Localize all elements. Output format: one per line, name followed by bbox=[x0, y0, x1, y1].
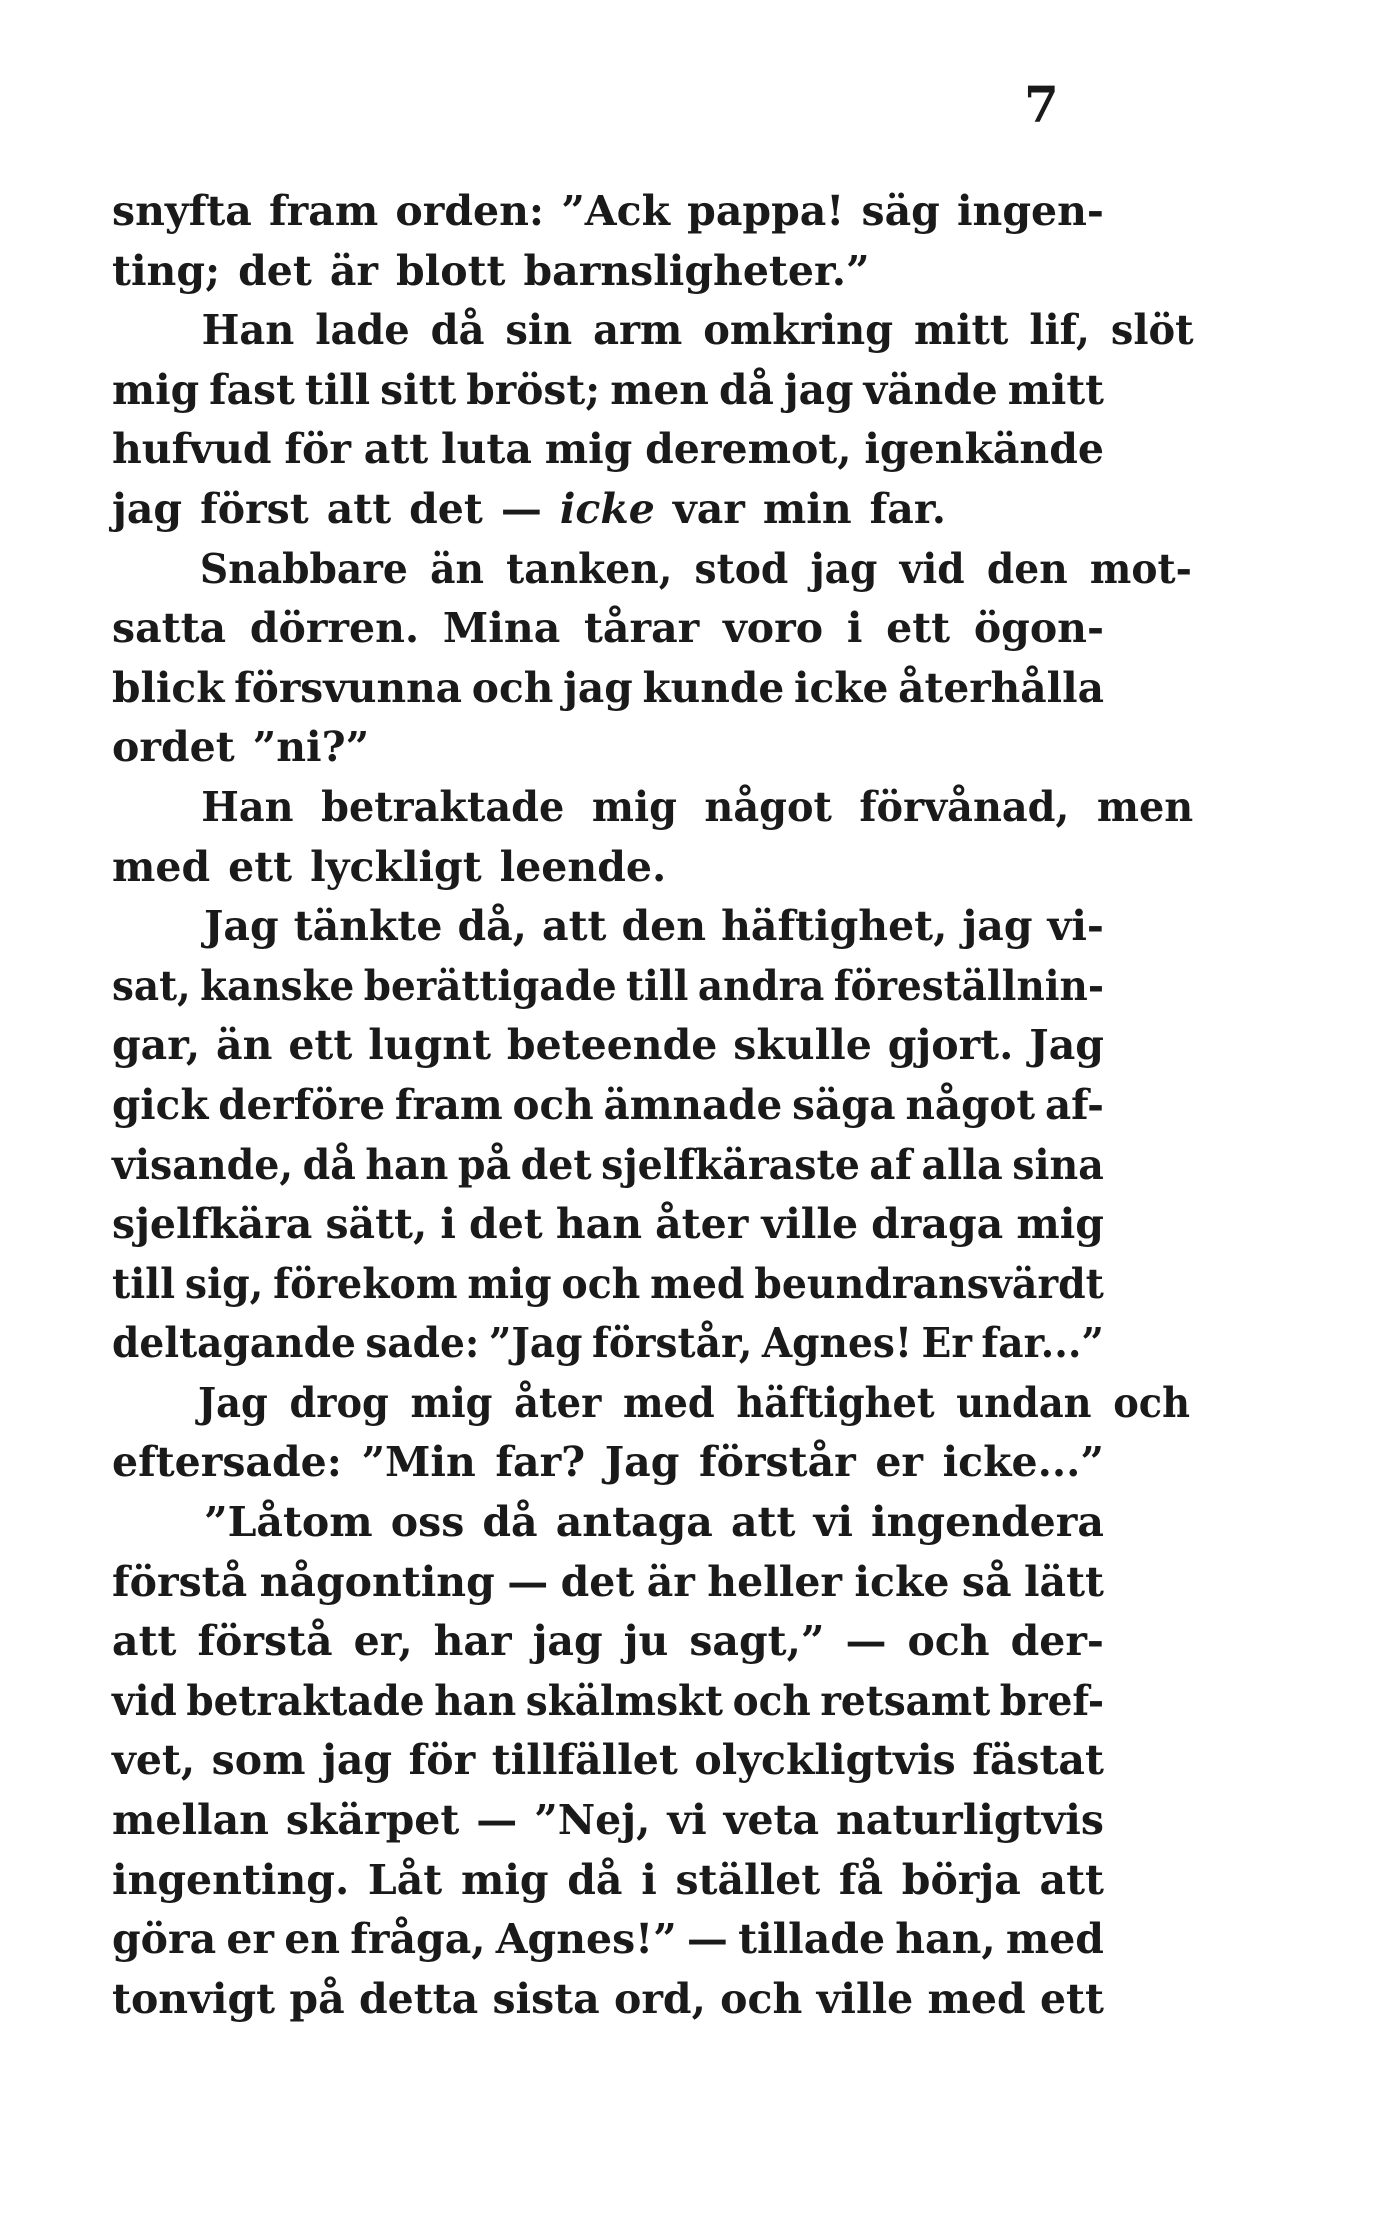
word: det bbox=[238, 246, 312, 295]
word: sätt, bbox=[325, 1200, 428, 1249]
text-line bbox=[112, 1016, 1104, 1076]
word: mig bbox=[544, 425, 633, 474]
word: Han bbox=[201, 306, 295, 355]
word: vi bbox=[813, 1498, 853, 1547]
word: att bbox=[112, 1617, 177, 1666]
word: en bbox=[284, 1915, 341, 1964]
word: tanken, bbox=[506, 544, 673, 593]
word: än bbox=[216, 1021, 273, 1070]
text-line bbox=[112, 1731, 1104, 1791]
word: sig, bbox=[184, 1259, 264, 1308]
word: luta bbox=[441, 425, 532, 474]
word: snyfta bbox=[112, 187, 252, 235]
text-line bbox=[112, 1314, 1104, 1374]
text-line bbox=[112, 1553, 1104, 1613]
word: antaga bbox=[555, 1498, 713, 1547]
word: icke bbox=[854, 1557, 950, 1606]
text-line bbox=[112, 1136, 1104, 1196]
word: då bbox=[482, 1498, 538, 1547]
word: häftighet bbox=[736, 1378, 935, 1427]
word: för bbox=[284, 425, 351, 474]
word: dörren. bbox=[249, 604, 420, 653]
text-line bbox=[112, 1970, 1104, 2030]
word: jag bbox=[532, 1617, 603, 1666]
word: till bbox=[112, 1259, 176, 1308]
word: sjelfkära bbox=[112, 1200, 313, 1249]
word: kunde bbox=[642, 663, 785, 712]
word: ett bbox=[886, 604, 951, 653]
word: ingenting. bbox=[112, 1855, 350, 1904]
page-number: 7 bbox=[1024, 75, 1059, 134]
word: han bbox=[365, 1140, 449, 1189]
word: icke bbox=[559, 484, 655, 533]
word: Jag bbox=[604, 1438, 680, 1487]
word: för bbox=[408, 1736, 476, 1785]
word: men bbox=[1096, 782, 1194, 831]
word: far. bbox=[869, 484, 946, 533]
word: vi bbox=[667, 1796, 707, 1845]
word: jag bbox=[810, 544, 878, 593]
word: och bbox=[561, 1259, 641, 1308]
word: drog bbox=[289, 1378, 389, 1427]
word: jag bbox=[112, 484, 183, 533]
word: med bbox=[1005, 1915, 1104, 1964]
word: skulle bbox=[733, 1021, 872, 1070]
word: då bbox=[302, 1140, 356, 1189]
word: förstår bbox=[698, 1438, 856, 1487]
word: tillade bbox=[738, 1915, 886, 1964]
word: — bbox=[476, 1796, 518, 1845]
word: häftighet, bbox=[721, 902, 948, 951]
word: omkring bbox=[703, 306, 894, 355]
word: då bbox=[718, 365, 774, 414]
word: betraktade bbox=[186, 1676, 425, 1725]
text-line bbox=[112, 1255, 1104, 1315]
word: af bbox=[869, 1140, 913, 1189]
word: mig bbox=[410, 1378, 493, 1427]
word: leende. bbox=[499, 842, 667, 891]
text-line bbox=[112, 1910, 1104, 1970]
word: och bbox=[471, 663, 554, 712]
word: förekom bbox=[273, 1259, 458, 1308]
word: mitt bbox=[1007, 365, 1104, 414]
word: och bbox=[732, 1676, 811, 1725]
word: mig bbox=[1016, 1200, 1104, 1249]
word: det bbox=[409, 484, 483, 533]
word: ”Jag bbox=[488, 1319, 583, 1368]
word: draga bbox=[871, 1200, 1004, 1249]
word: tänkte bbox=[293, 902, 443, 951]
word: förstå bbox=[112, 1557, 248, 1606]
word: fram bbox=[394, 1080, 503, 1129]
word: i bbox=[440, 1200, 456, 1249]
body-text bbox=[112, 182, 1194, 2029]
word: min bbox=[762, 484, 852, 533]
text-line bbox=[112, 1433, 1104, 1493]
word: er bbox=[875, 1438, 923, 1487]
word: han, bbox=[895, 1915, 996, 1964]
word: ögon- bbox=[973, 604, 1104, 653]
word: detta bbox=[358, 1974, 479, 2023]
word: något bbox=[905, 1080, 1036, 1129]
word: ”ni?” bbox=[252, 723, 370, 772]
word: med bbox=[927, 1974, 1026, 2023]
word: jag bbox=[563, 663, 633, 712]
word: fråga, bbox=[350, 1915, 486, 1964]
word: sin bbox=[505, 306, 573, 355]
word: visande, bbox=[112, 1140, 294, 1189]
word: vid bbox=[899, 544, 965, 593]
word: Agnes!” bbox=[495, 1915, 677, 1964]
word: mig bbox=[467, 1259, 552, 1308]
word: att bbox=[1039, 1855, 1104, 1904]
word: fästat bbox=[972, 1736, 1104, 1785]
word: er bbox=[226, 1915, 275, 1964]
word: ingendera bbox=[871, 1498, 1104, 1547]
word: hufvud bbox=[112, 425, 272, 474]
word: heller bbox=[707, 1557, 843, 1606]
text-line bbox=[112, 838, 1104, 898]
word: göra bbox=[112, 1915, 217, 1964]
word: i bbox=[846, 604, 863, 653]
word: mellan bbox=[112, 1796, 269, 1845]
word: ett bbox=[228, 842, 293, 891]
word: i bbox=[641, 1855, 657, 1904]
word: Agnes! bbox=[761, 1319, 913, 1368]
word: mot- bbox=[1089, 544, 1192, 593]
word: far? bbox=[495, 1438, 586, 1487]
word: ordet bbox=[112, 723, 235, 772]
word: vi- bbox=[1047, 902, 1104, 951]
word: ett bbox=[288, 1021, 353, 1070]
word: sina bbox=[1012, 1140, 1104, 1189]
word: retsamt bbox=[820, 1676, 991, 1725]
word: er, bbox=[353, 1617, 413, 1666]
word: vet, bbox=[112, 1736, 196, 1785]
word: Han bbox=[201, 782, 294, 831]
word: förvånad, bbox=[859, 782, 1070, 831]
word: då, bbox=[457, 902, 527, 951]
word: är bbox=[646, 1557, 695, 1606]
word: bröst; bbox=[466, 365, 601, 414]
word: det bbox=[560, 1557, 635, 1606]
text-line bbox=[112, 897, 1104, 957]
word: åter bbox=[514, 1378, 602, 1427]
word: mig bbox=[591, 782, 677, 831]
word: lyckligt bbox=[310, 842, 482, 891]
word: att bbox=[326, 484, 392, 533]
word: och bbox=[1113, 1378, 1191, 1427]
word: ett bbox=[1039, 1974, 1104, 2023]
word: mig bbox=[112, 365, 200, 414]
word: den bbox=[621, 902, 707, 951]
word: lugnt bbox=[368, 1021, 492, 1070]
word: sjelfkäraste bbox=[601, 1140, 860, 1189]
word: först bbox=[200, 484, 309, 533]
word: undan bbox=[956, 1378, 1092, 1427]
text-line bbox=[112, 1851, 1104, 1911]
word: förstår, bbox=[592, 1319, 753, 1368]
word: pappa! bbox=[687, 187, 845, 235]
text-line bbox=[112, 1076, 1104, 1136]
word: som bbox=[211, 1736, 306, 1785]
word: och bbox=[512, 1080, 594, 1129]
word: har bbox=[433, 1617, 512, 1666]
word: ville bbox=[816, 1974, 914, 2023]
text-line bbox=[112, 540, 1192, 600]
text-line bbox=[112, 1612, 1104, 1672]
word: mitt bbox=[914, 306, 1009, 355]
text-line bbox=[112, 778, 1193, 838]
word: kanske bbox=[200, 961, 355, 1010]
word: han bbox=[555, 1200, 643, 1249]
word: på bbox=[457, 1140, 512, 1189]
word: men bbox=[610, 365, 709, 414]
word: lätt bbox=[1023, 1557, 1104, 1606]
text-line bbox=[112, 1195, 1104, 1255]
word: då bbox=[430, 306, 485, 355]
word: ”Ack bbox=[561, 187, 670, 235]
word: vände bbox=[863, 365, 998, 414]
word: ju bbox=[623, 1617, 669, 1666]
word: gick bbox=[112, 1080, 209, 1129]
word: berättigade bbox=[363, 961, 617, 1010]
text-line bbox=[112, 1672, 1104, 1732]
word: af- bbox=[1044, 1080, 1104, 1129]
word: deltagande bbox=[112, 1319, 356, 1368]
word: föreställnin- bbox=[833, 961, 1104, 1010]
word: oss bbox=[390, 1498, 465, 1547]
word: Snabbare bbox=[199, 544, 408, 593]
word: tillfället bbox=[491, 1736, 678, 1785]
word: far...” bbox=[981, 1319, 1104, 1368]
word: han bbox=[434, 1676, 517, 1725]
word: bref- bbox=[999, 1676, 1104, 1725]
text-line bbox=[112, 361, 1104, 421]
word: ting; bbox=[112, 246, 221, 295]
word: få bbox=[838, 1855, 884, 1904]
word: orden: bbox=[395, 187, 545, 235]
word: gjort. bbox=[887, 1021, 1014, 1070]
text-line bbox=[112, 1374, 1190, 1434]
word: den bbox=[986, 544, 1068, 593]
word: sitt bbox=[380, 365, 457, 414]
word: med bbox=[650, 1259, 745, 1308]
word: slöt bbox=[1110, 306, 1194, 355]
word: än bbox=[430, 544, 484, 593]
word: igenkände bbox=[864, 425, 1104, 474]
word: Jag bbox=[1029, 1021, 1104, 1070]
word: gar, bbox=[112, 1021, 201, 1070]
word: så bbox=[961, 1557, 1012, 1606]
word: fram bbox=[269, 187, 379, 235]
word: sista bbox=[492, 1974, 600, 2023]
word: voro bbox=[722, 604, 824, 653]
word: arm bbox=[593, 306, 683, 355]
word: ord, bbox=[613, 1974, 706, 2023]
word: till bbox=[304, 365, 371, 414]
word: stället bbox=[675, 1855, 821, 1904]
word: stod bbox=[694, 544, 789, 593]
word: och bbox=[907, 1617, 990, 1666]
text-line bbox=[112, 480, 1104, 540]
word: alla bbox=[921, 1140, 1003, 1189]
word: sagt,” bbox=[689, 1617, 825, 1666]
word: med bbox=[622, 1378, 715, 1427]
text-line bbox=[112, 718, 1104, 778]
word: lade bbox=[315, 306, 410, 355]
word: börja bbox=[901, 1855, 1021, 1904]
word: barnsligheter.” bbox=[523, 246, 870, 295]
word: då bbox=[567, 1855, 623, 1904]
word: Låt bbox=[367, 1855, 443, 1904]
word: ”Låtom bbox=[204, 1498, 373, 1547]
word: Jag bbox=[204, 902, 279, 951]
word: skärpet bbox=[285, 1796, 460, 1845]
word: till bbox=[626, 961, 689, 1010]
word: var bbox=[672, 484, 745, 533]
text-line bbox=[112, 1493, 1104, 1553]
word: sat, bbox=[112, 961, 191, 1010]
word: och bbox=[720, 1974, 803, 2023]
text-line bbox=[112, 182, 1104, 242]
word: jag bbox=[962, 902, 1033, 951]
word: olyckligtvis bbox=[694, 1736, 956, 1785]
word: på bbox=[289, 1974, 345, 2023]
word: något bbox=[704, 782, 832, 831]
word: säg bbox=[861, 187, 940, 235]
word: vid bbox=[112, 1676, 177, 1725]
word: naturligtvis bbox=[835, 1796, 1104, 1845]
word: återhålla bbox=[898, 663, 1104, 712]
word: sade: bbox=[365, 1319, 480, 1368]
word: försvunna bbox=[234, 663, 463, 712]
word: Er bbox=[921, 1319, 972, 1368]
word: med bbox=[112, 842, 211, 891]
word: att bbox=[363, 425, 429, 474]
text-line bbox=[112, 242, 1104, 302]
word: Mina bbox=[442, 604, 561, 653]
word: beundransvärdt bbox=[754, 1259, 1104, 1308]
text-line bbox=[112, 659, 1104, 719]
text-line bbox=[112, 1791, 1104, 1851]
word: ämnade bbox=[603, 1080, 783, 1129]
word: derföre bbox=[218, 1080, 386, 1129]
word: ”Min bbox=[361, 1438, 476, 1487]
text-line bbox=[112, 301, 1194, 361]
word: andra bbox=[697, 961, 825, 1010]
word: blott bbox=[396, 246, 506, 295]
word: — bbox=[845, 1617, 887, 1666]
word: mig bbox=[460, 1855, 549, 1904]
word: ”Nej, bbox=[534, 1796, 651, 1845]
word: der- bbox=[1010, 1617, 1104, 1666]
word: deremot, bbox=[645, 425, 852, 474]
word: — bbox=[507, 1557, 549, 1606]
word: jag bbox=[783, 365, 854, 414]
word: blick bbox=[112, 663, 225, 712]
word: beteende bbox=[506, 1021, 718, 1070]
word: icke...” bbox=[942, 1438, 1104, 1487]
word: det bbox=[469, 1200, 543, 1249]
word: ville bbox=[761, 1200, 859, 1249]
text-line bbox=[112, 420, 1104, 480]
word: lif, bbox=[1029, 306, 1090, 355]
word: förstå bbox=[197, 1617, 333, 1666]
text-line bbox=[112, 957, 1104, 1017]
word: åter bbox=[655, 1200, 749, 1249]
word: är bbox=[329, 246, 379, 295]
word: — bbox=[686, 1915, 728, 1964]
word: säga bbox=[792, 1080, 896, 1129]
word: veta bbox=[723, 1796, 820, 1845]
word: det bbox=[520, 1140, 592, 1189]
word: Jag bbox=[198, 1378, 268, 1427]
word: tonvigt bbox=[112, 1974, 276, 2023]
word: att bbox=[730, 1498, 796, 1547]
word: ingen- bbox=[956, 187, 1104, 235]
word: skälmskt bbox=[525, 1676, 724, 1725]
word: eftersade: bbox=[112, 1438, 342, 1487]
word: icke bbox=[794, 663, 889, 712]
word: satta bbox=[112, 604, 227, 653]
word: betraktade bbox=[321, 782, 565, 831]
word: tårar bbox=[583, 604, 700, 653]
word: att bbox=[542, 902, 607, 951]
text-line bbox=[112, 599, 1104, 659]
word: någonting bbox=[259, 1557, 495, 1606]
word: fast bbox=[209, 365, 295, 414]
word: jag bbox=[322, 1736, 393, 1785]
word: — bbox=[500, 484, 542, 533]
